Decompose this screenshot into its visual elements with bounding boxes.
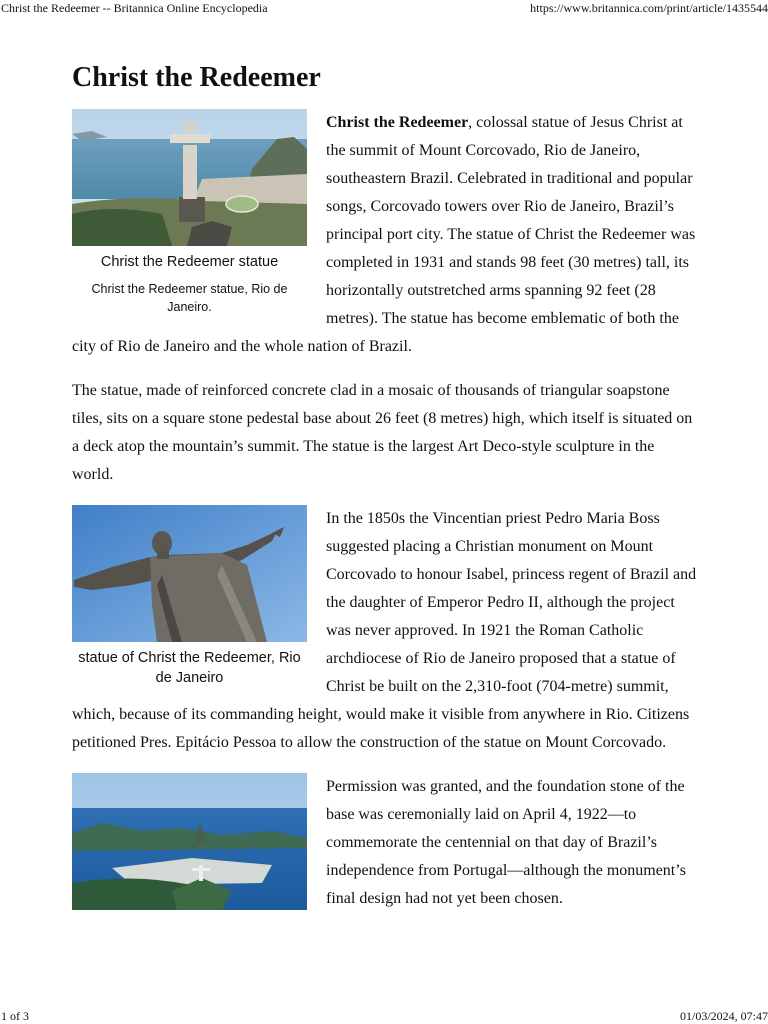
figure-title: Christ the Redeemer statue <box>100 254 279 270</box>
foundation-section <box>72 773 698 913</box>
intro-section <box>72 109 698 361</box>
history-section <box>72 505 698 757</box>
article <box>72 58 698 913</box>
rio-panorama-photo[interactable] <box>72 773 307 910</box>
print-header-url[interactable]: https://www.britannica.com/print/article/1435544 <box>530 1 768 15</box>
figure-title: statue of Christ the Redeemer, Rio de Janeiro <box>78 650 301 686</box>
print-header-title: Christ the Redeemer -- Britannica Online Encyclopedia <box>1 1 268 15</box>
paragraph-foundation: Permission was granted, and the foundation stone of the base was ceremonially laid on April 4, 1922—to commemorate the centennial on that day of Brazil’s independence from Portugal—although the monument’s final design had not yet been chosen. <box>326 778 686 907</box>
page-number: 1 of 3 <box>1 1009 29 1023</box>
paragraph-intro-text: , colossal statue of Jesus Christ at the summit of Mount Corcovado, Rio de Janeiro, southeastern Brazil. Celebrated in traditional and popular songs, Corcovado towers over Rio de Janeiro, Brazil’s principal port city. The statue of Christ the Redeemer was completed in 1931 and stands 98 feet (30 metres) tall, its horizontally outstretched arms spanning 92 feet (28 metres). The statue has become emblematic of both the city of Rio de Janeiro and the whole nation of Brazil. <box>72 114 696 355</box>
lead-term: Christ the Redeemer <box>326 114 469 131</box>
article-title: Christ the Redeemer <box>72 62 321 93</box>
statue-aerial-photo[interactable] <box>72 109 307 246</box>
print-footer <box>0 1008 768 1024</box>
figure-statue-overview <box>72 109 307 316</box>
print-timestamp: 01/03/2024, 07:47 <box>679 1009 768 1023</box>
figure-statue-closeup <box>72 505 307 688</box>
paragraph-history: In the 1850s the Vincentian priest Pedro Maria Boss suggested placing a Christian monument on Mount Corcovado to honour Isabel, princess regent of Brazil and the daughter of Emperor Pedro II, although the project was never approved. In 1921 the Roman Catholic archdiocese of Rio de Janeiro proposed that a statue of Christ be built on the 2,310-foot (704-metre) summit, which, because of its commanding height, would make it visible from anywhere in Rio. Citizens petitioned Pres. Epitácio Pessoa to allow the construction of the statue on Mount Corcovado. <box>72 510 697 751</box>
print-header <box>0 0 768 16</box>
statue-closeup-photo[interactable] <box>72 505 307 642</box>
paragraph-construction: The statue, made of reinforced concrete clad in a mosaic of thousands of triangular soapstone tiles, sits on a square stone pedestal base about 26 feet (8 metres) high, which itself is situated on a deck atop the mountain’s summit. The statue is the largest Art Deco-style sculpture in the world. <box>72 382 693 483</box>
figure-caption: Christ the Redeemer statue, Rio de Janeiro. <box>91 282 288 314</box>
figure-rio-panorama <box>72 773 307 910</box>
